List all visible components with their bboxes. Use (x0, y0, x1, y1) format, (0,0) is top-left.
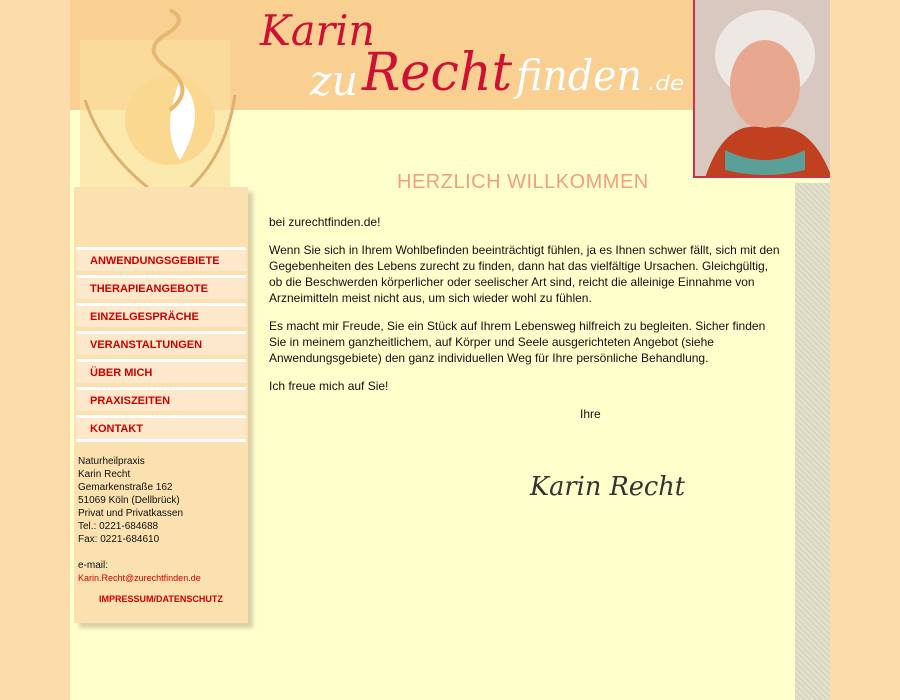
nav-therapieangebote[interactable]: THERAPIEANGEBOTE (76, 275, 246, 299)
sidebar (74, 187, 248, 623)
page-title: HERZLICH WILLKOMMEN (397, 171, 649, 193)
email-link[interactable]: Karin.Recht@zurechtfinden.de (78, 573, 201, 583)
email-label: e-mail: (78, 560, 109, 571)
closing: Ihre (580, 407, 601, 421)
address-line: Naturheilpraxis (78, 456, 145, 467)
fax: Fax: 0221-684610 (78, 534, 160, 545)
nav-praxiszeiten[interactable]: PRAXISZEITEN (76, 387, 246, 411)
page (70, 0, 830, 700)
svg-text:.de: .de (648, 71, 684, 95)
signature-image (525, 462, 695, 507)
svg-text:zu: zu (309, 56, 358, 105)
phone: Tel.: 0221-684688 (78, 521, 159, 532)
address-block (78, 455, 244, 585)
sidebar-info (78, 455, 244, 604)
paragraph: Ich freue mich auf Sie! (269, 379, 389, 393)
svg-text:finden: finden (513, 51, 642, 100)
paragraph: Es macht mir Freude, Sie ein Stück auf Ihrem Lebensweg hilfreich zu begleiten. Sicher finden Sie in meinem ganzheitlichem, auf Körper und Seele ausgerichteten Angebot (siehe Anwendungsgebiete) den ganz individuellen Weg für Ihre persönliche Behandlung. (269, 319, 766, 365)
paragraph: bei zurechtfinden.de! (269, 215, 381, 229)
svg-text:Recht: Recht (361, 43, 513, 103)
address-line: Gemarkenstraße 162 (78, 482, 173, 493)
paragraph: Wenn Sie sich in Ihrem Wohlbefinden beeinträchtigt fühlen, ja es Ihnen schwer fällt, sich mit den Gegebenheiten des Lebens zurecht zu finden, dann hat das vielfältige Ursachen. Gleichgültig, ob die Beschwerden körperlicher oder seelischer Art sind, reicht die alleinige Einnahme von Arzneimitteln meist nicht aus, um sich wieder wohl zu fühlen. (269, 243, 780, 305)
decorative-strip (795, 183, 830, 700)
impressum-link[interactable]: IMPRESSUM/DATENSCHUTZ (99, 594, 223, 604)
address-line: Privat und Privatkassen (78, 508, 184, 519)
main-content (269, 214, 784, 507)
svg-text:Karin Recht: Karin Recht (529, 472, 686, 502)
address-line: 51069 Köln (Dellbrück) (78, 495, 180, 506)
portrait-photo (693, 0, 830, 178)
nav-ueber-mich[interactable]: ÜBER MICH (76, 359, 246, 383)
hands-logo-icon (70, 0, 250, 215)
nav-kontakt[interactable]: KONTAKT (76, 415, 246, 442)
nav-veranstaltungen[interactable]: VERANSTALTUNGEN (76, 331, 246, 355)
address-line: Karin Recht (78, 469, 131, 480)
site-title-logo (250, 0, 690, 110)
nav-anwendungsgebiete[interactable]: ANWENDUNGSGEBIETE (76, 247, 246, 271)
nav-einzelgespraeche[interactable]: EINZELGESPRÄCHE (76, 303, 246, 327)
svg-text:Karin: Karin (259, 6, 375, 55)
